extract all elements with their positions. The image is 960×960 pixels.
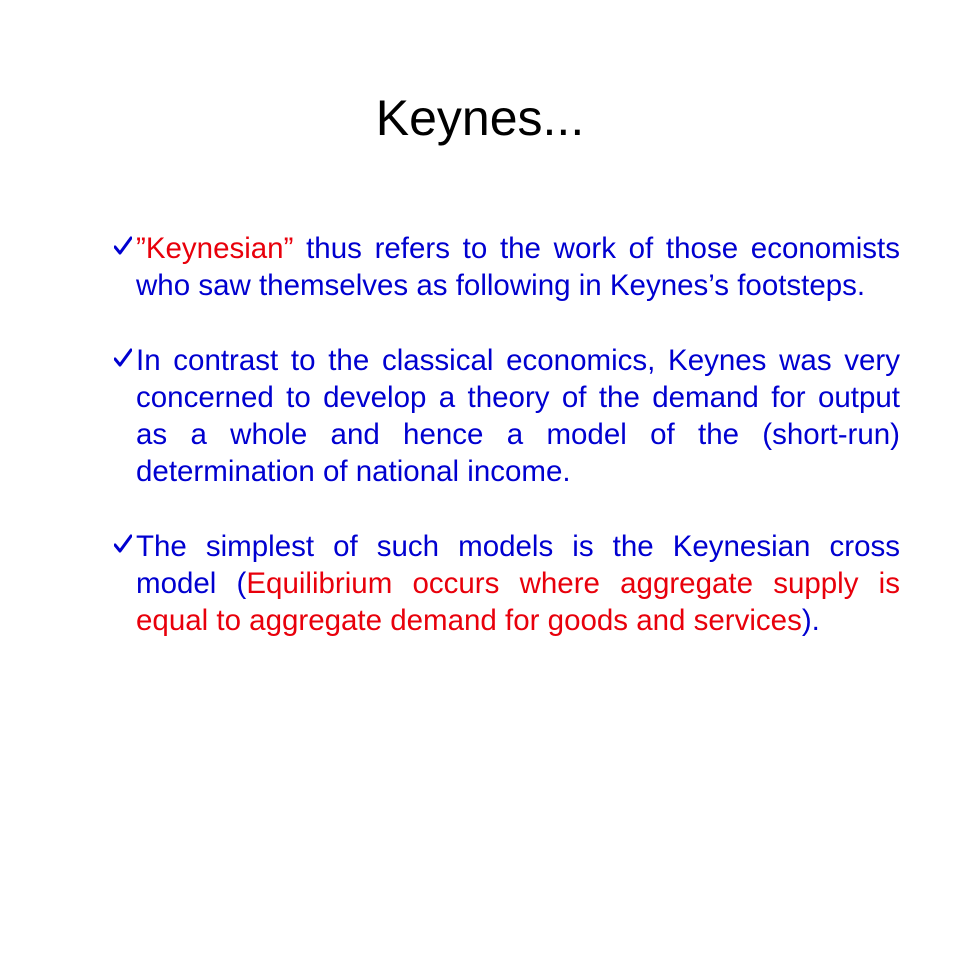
checkmark-icon — [114, 235, 132, 257]
bullet-2-part-1: In contrast to the classical economics, Keynes was very concerned to develop a theory of the demand for output as a whole and hence a model of the (short-run) determination of national income. — [136, 344, 900, 488]
bullet-text-2 — [136, 342, 900, 490]
bullet-text-3 — [136, 528, 900, 639]
bullet-3-part-1: The simplest of such models is the Keynesian cross model ( — [136, 530, 900, 600]
bullet-list — [114, 230, 900, 677]
checkmark-icon — [114, 533, 132, 555]
bullet-item-3 — [114, 528, 900, 639]
bullet-1-part-2: thus refers to the work of those economists who saw themselves as following in Keynes’s footsteps. — [136, 232, 900, 302]
bullet-3-part-3: ). — [801, 604, 820, 637]
bullet-1-part-1: ”Keynesian” — [136, 232, 294, 265]
bullet-3-part-2: Equilibrium occurs where aggregate supply is equal to aggregate demand for goods and services — [136, 567, 900, 637]
bullet-item-1 — [114, 230, 900, 304]
slide-title: Keynes... — [375, 90, 585, 146]
bullet-item-2 — [114, 342, 900, 490]
checkmark-icon — [114, 347, 132, 369]
bullet-text-1 — [136, 230, 900, 304]
